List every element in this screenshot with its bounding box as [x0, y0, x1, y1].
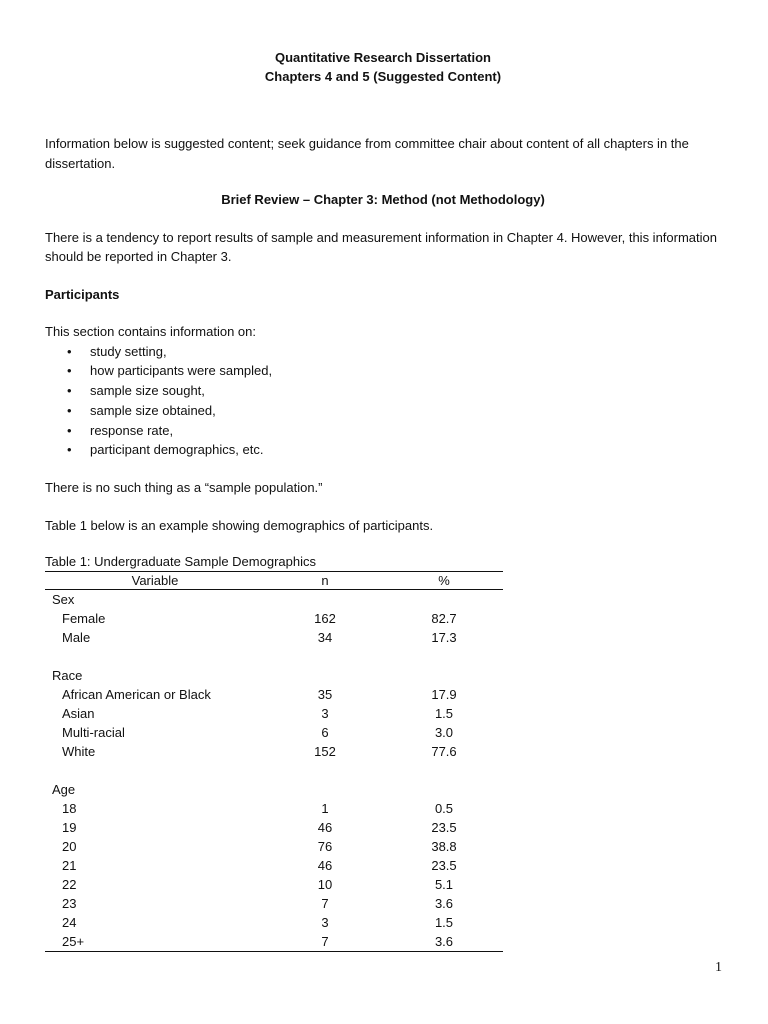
cell-percent: 23.5 [431, 858, 457, 874]
header-n: n [265, 572, 385, 590]
cell-n: 34 [317, 630, 333, 646]
cell-variable: 24 [62, 915, 77, 931]
table-row [45, 932, 503, 952]
bullet-item [45, 361, 721, 381]
cell-percent: 38.8 [431, 839, 457, 855]
cell-percent: 5.1 [434, 877, 454, 893]
cell-n: 76 [317, 839, 333, 855]
table-row [45, 875, 503, 894]
cell-variable: Multi-racial [62, 725, 125, 741]
cell-n: 46 [317, 820, 333, 836]
table-row [45, 818, 503, 837]
participants-heading: Participants [45, 286, 120, 302]
table-row [45, 799, 503, 818]
cell-variable: African American or Black [62, 687, 211, 703]
cell-n: 1 [321, 801, 329, 817]
bullet-text: study setting, [90, 343, 167, 359]
bullet-text: response rate, [90, 422, 174, 438]
cell-n: 35 [317, 687, 333, 703]
bullet-text: sample size sought, [90, 383, 205, 399]
cell-percent: 3.6 [385, 932, 503, 952]
bullet-icon: • [67, 343, 72, 359]
cell-variable [45, 647, 265, 666]
participants-lead: This section contains information on: [45, 324, 256, 339]
cell-variable [45, 761, 265, 780]
cell-percent: 1.5 [434, 706, 454, 722]
document-page [45, 48, 721, 952]
cell-percent [385, 761, 503, 780]
bullet-icon: • [67, 402, 72, 418]
cell-variable: Male [62, 630, 91, 646]
bullet-item [45, 381, 721, 401]
cell-percent: 0.5 [434, 801, 454, 817]
table-row [45, 685, 503, 704]
cell-variable: White [62, 744, 96, 760]
table-row [45, 856, 503, 875]
cell-percent: 77.6 [431, 744, 457, 760]
cell-n: 10 [317, 877, 333, 893]
cell-variable: Sex [52, 592, 75, 608]
cell-n: 3 [321, 706, 329, 722]
cell-variable: 19 [62, 820, 77, 836]
cell-percent: 1.5 [434, 915, 454, 931]
cell-n [265, 590, 385, 610]
cell-percent [385, 647, 503, 666]
table-row [45, 837, 503, 856]
bullet-item [45, 421, 721, 441]
cell-percent: 3.6 [434, 896, 454, 912]
page-number: 1 [715, 960, 722, 975]
table-row [45, 742, 503, 761]
table-row [45, 780, 503, 799]
cell-n: 3 [321, 915, 329, 931]
cell-variable: Female [62, 611, 106, 627]
table-row [45, 666, 503, 685]
table-row [45, 647, 503, 666]
cell-n: 152 [314, 744, 336, 760]
bullet-icon: • [67, 363, 72, 379]
table-row [45, 590, 503, 610]
title-line-2: Chapters 4 and 5 (Suggested Content) [264, 69, 502, 84]
document-title [45, 48, 721, 86]
cell-variable: 20 [62, 839, 77, 855]
header-percent: % [385, 572, 503, 590]
participants-bullet-list [45, 342, 721, 461]
table-row [45, 894, 503, 913]
bullet-item [45, 440, 721, 460]
sample-population-note: There is no such thing as a “sample population.” [45, 480, 323, 496]
cell-n: 6 [321, 725, 329, 741]
bullet-icon: • [67, 422, 72, 438]
table-row [45, 628, 503, 647]
bullet-text: sample size obtained, [90, 402, 216, 418]
cell-percent: 17.9 [431, 687, 457, 703]
tendency-paragraph: There is a tendency to report results of sample and measurement information in Chapter 4. However, this information should be reported in Chapter 3. [45, 229, 717, 264]
cell-percent [385, 666, 503, 685]
cell-variable: Asian [62, 706, 95, 722]
cell-percent: 82.7 [431, 611, 457, 627]
bullet-item [45, 342, 721, 362]
bullet-icon: • [67, 383, 72, 399]
cell-n: 162 [314, 611, 336, 627]
cell-percent: 17.3 [431, 630, 457, 646]
cell-n: 7 [321, 896, 329, 912]
table-caption: Table 1: Undergraduate Sample Demographics [45, 554, 316, 570]
table-intro-paragraph: Table 1 below is an example showing demographics of participants. [45, 517, 434, 533]
table-header-row [45, 572, 503, 590]
cell-variable: 22 [62, 877, 77, 893]
cell-variable: Race [52, 668, 83, 684]
cell-variable: Age [52, 782, 76, 798]
cell-variable: 21 [62, 858, 77, 874]
bullet-item [45, 401, 721, 421]
cell-n: 7 [265, 932, 385, 952]
cell-variable: 25+ [45, 932, 265, 952]
cell-n [265, 780, 385, 799]
table-row [45, 761, 503, 780]
section-heading: Brief Review – Chapter 3: Method (not Methodology) [221, 192, 545, 207]
table-row [45, 723, 503, 742]
bullet-text: participant demographics, etc. [90, 442, 264, 458]
header-variable: Variable [45, 572, 265, 590]
cell-n [265, 647, 385, 666]
cell-percent [385, 590, 503, 610]
demographics-table [45, 571, 503, 952]
cell-variable: 23 [62, 896, 77, 912]
bullet-text: how participants were sampled, [90, 363, 273, 379]
cell-n [265, 761, 385, 780]
cell-percent: 3.0 [434, 725, 454, 741]
table-row [45, 609, 503, 628]
cell-variable: 18 [62, 801, 77, 817]
table-row [45, 704, 503, 723]
cell-percent: 23.5 [431, 820, 457, 836]
table-row [45, 913, 503, 932]
cell-percent [385, 780, 503, 799]
title-line-1: Quantitative Research Dissertation [274, 50, 492, 65]
bullet-icon: • [67, 442, 72, 458]
cell-n [265, 666, 385, 685]
table-body [45, 590, 503, 952]
intro-paragraph: Information below is suggested content; seek guidance from committee chair about content of all chapters in the dissertation. [45, 136, 689, 171]
cell-n: 46 [317, 858, 333, 874]
